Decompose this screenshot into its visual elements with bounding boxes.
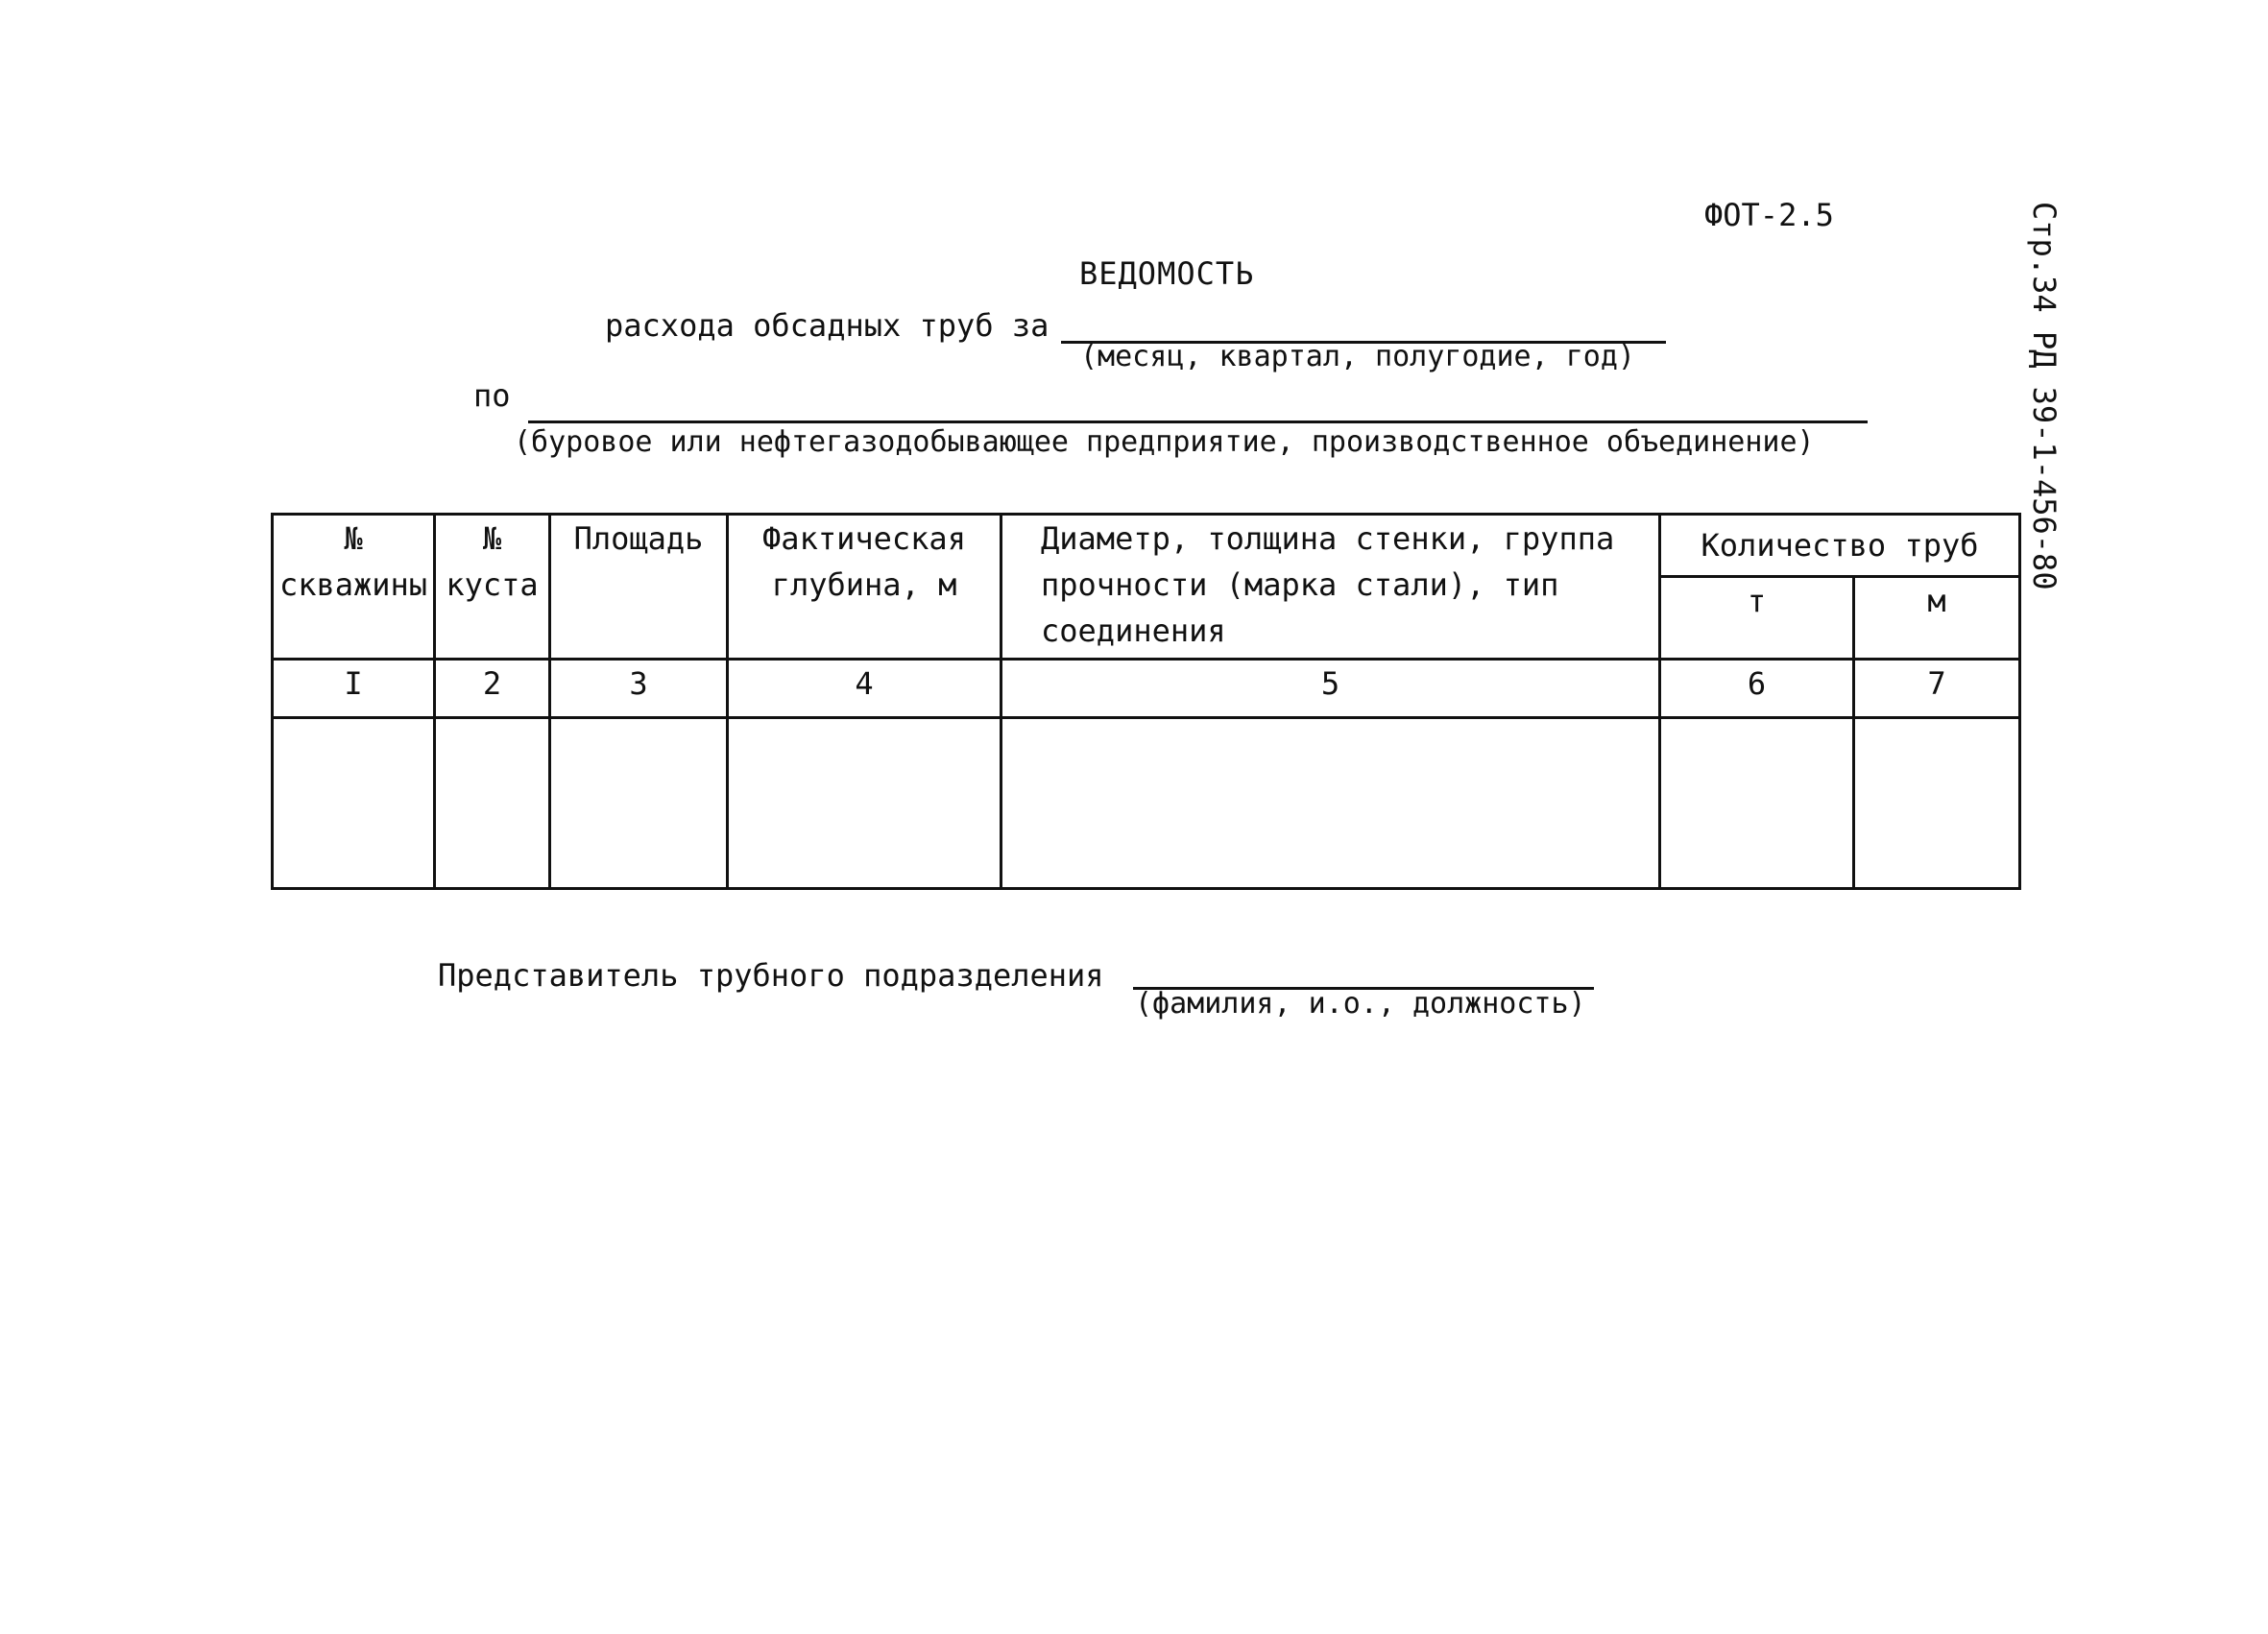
period-label: расхода обсадных труб за (605, 307, 1050, 344)
header-well-number-symbol: № (344, 520, 363, 557)
enterprise-hint: (буровое или нефтегазодобывающее предприятие, производственное объединение) (514, 425, 1815, 459)
actual-depth-cell[interactable] (728, 718, 1001, 889)
column-number: 3 (550, 660, 728, 718)
well-number-cell[interactable] (273, 718, 435, 889)
header-row (273, 515, 2020, 577)
header-pipe-spec-line1: Диаметр, толщина стенки, группа (1041, 520, 1615, 557)
pipe-spec-cell[interactable] (1001, 718, 1660, 889)
column-number: 2 (435, 660, 550, 718)
column-number: 4 (728, 660, 1001, 718)
tons-cell[interactable] (1660, 718, 1854, 889)
column-number: 6 (1660, 660, 1854, 718)
enterprise-fill-line[interactable] (528, 421, 1868, 423)
document-title: ВЕДОМОСТЬ (1079, 255, 1255, 292)
area-cell[interactable] (550, 718, 728, 889)
header-pipe-quantity (1660, 515, 2020, 577)
subheader-meters: м (1854, 577, 2020, 660)
header-pipe-spec-line2: прочности (марка стали), тип (1041, 566, 1559, 603)
header-area (550, 515, 728, 660)
enterprise-prefix: по (473, 377, 511, 414)
side-page-reference: Стр.34 РД 39-1-456-80 (2026, 202, 2063, 590)
header-pipe-quantity-label: Количество труб (1701, 527, 1979, 564)
data-entry-row (273, 718, 2020, 889)
period-hint: (месяц, квартал, полугодие, год) (1080, 340, 1635, 373)
pad-number-cell[interactable] (435, 718, 550, 889)
header-well-number (273, 515, 435, 660)
representative-label: Представитель трубного подразделения (438, 957, 1104, 994)
pipe-consumption-table (271, 513, 2021, 890)
column-numbers-row (273, 660, 2020, 718)
header-well-number-label: скважины (278, 566, 428, 603)
subheader-tons: т (1660, 577, 1854, 660)
header-area-label: Площадь (573, 520, 704, 557)
header-pad-number-symbol: № (482, 520, 502, 557)
header-pipe-spec-line3: соединения (1041, 613, 1226, 649)
header-actual-depth-line2: глубина, м (771, 566, 957, 603)
column-number: 7 (1854, 660, 2020, 718)
form-code: ФОТ-2.5 (1704, 197, 1834, 233)
header-pad-number (435, 515, 550, 660)
header-pipe-spec (1001, 515, 1660, 660)
representative-hint: (фамилия, и.о., должность) (1135, 987, 1586, 1021)
header-pad-number-label: куста (446, 566, 539, 603)
header-actual-depth (728, 515, 1001, 660)
column-number: 5 (1001, 660, 1660, 718)
header-actual-depth-line1: Фактическая (762, 520, 966, 557)
column-number: I (273, 660, 435, 718)
meters-cell[interactable] (1854, 718, 2020, 889)
